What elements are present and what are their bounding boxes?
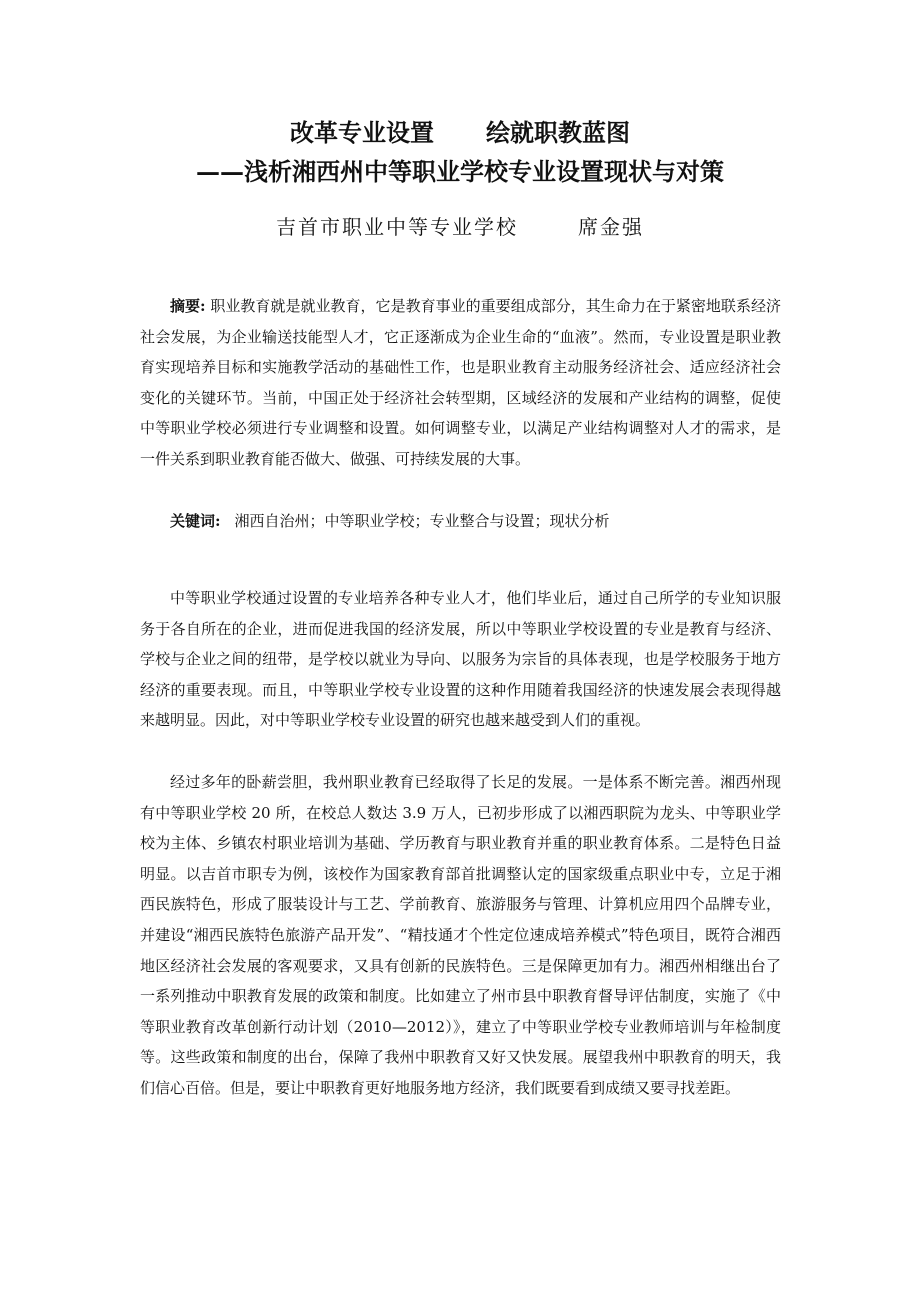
author-school: 吉首市职业中等专业学校: [276, 215, 518, 239]
title-part-2: 绘就职教蓝图: [486, 118, 630, 147]
abstract-label: 摘要:: [170, 297, 206, 315]
keywords-paragraph: [140, 506, 781, 537]
body-paragraph-2: 经过多年的卧薪尝胆，我州职业教育已经取得了长足的发展。一是体系不断完善。湘西州现有中等职业学校 20 所，在校总人数达 3.9 万人，已初步形成了以湘西职院为龙头、中等职业学校为主体、乡镇农村职业培训为基础、学历教育与职业教育并重的职业教育体系。二是特色日益明显。以吉首市职专为例，该校作为国家教育部首批调整认定的国家级重点职业中专，立足于湘西民族特色，形成了服装设计与工艺、学前教育、旅游服务与管理、计算机应用四个品牌专业，并建设“湘西民族特色旅游产品开发”、“精技通才个性定位速成培养模式”特色项目，既符合湘西地区经济社会发展的客观要求，又具有创新的民族特色。三是保障更加有力。湘西州相继出台了一系列推动中职教育发展的政策和制度。比如建立了州市县中职教育督导评估制度，实施了《中等职业教育改革创新行动计划（2010—2012）》，建立了中等职业学校专业教师培训与年检制度等。这些政策和制度的出台，保障了我州中职教育又好又快发展。展望我州中职教育的明天，我们信心百倍。但是，要让中职教育更好地服务地方经济，我们既要看到成绩又要寻找差距。: [140, 773, 781, 1097]
abstract-text: 职业教育就是就业教育，它是教育事业的重要组成部分，其生命力在于紧密地联系经济社会发展，为企业输送技能型人才，它正逐渐成为企业生命的“血液”。然而，专业设置是职业教育实现培养目标和实施教学活动的基础性工作，也是职业教育主动服务经济社会、适应经济社会变化的关键环节。当前，中国正处于经济社会转型期，区域经济的发展和产业结构的调整，促使中等职业学校必须进行专业调整和设置。如何调整专业，以满足产业结构调整对人才的需求，是一件关系到职业教育能否做大、做强、可持续发展的大事。: [140, 297, 781, 468]
document-title: [0, 118, 920, 148]
abstract-paragraph: [140, 291, 781, 475]
title-part-1: 改革专业设置: [290, 118, 434, 147]
keywords-label: 关键词:: [170, 512, 221, 530]
author-name: 席金强: [578, 215, 644, 239]
author-line: [0, 212, 920, 242]
body-paragraph-1: 中等职业学校通过设置的专业培养各种专业人才，他们毕业后，通过自己所学的专业知识服务于各自所在的企业，进而促进我国的经济发展，所以中等职业学校设置的专业是教育与经济、学校与企业之间的纽带，是学校以就业为导向、以服务为宗旨的具体表现，也是学校服务于地方经济的重要表现。而且，中等职业学校专业设置的这种作用随着我国经济的快速发展会表现得越来越明显。因此，对中等职业学校专业设置的研究也越来越受到人们的重视。: [140, 589, 781, 730]
keywords-text: 湘西自治州；中等职业学校；专业整合与设置；现状分析: [234, 512, 610, 530]
document-subtitle: ——浅析湘西州中等职业学校专业设置现状与对策: [196, 157, 724, 186]
